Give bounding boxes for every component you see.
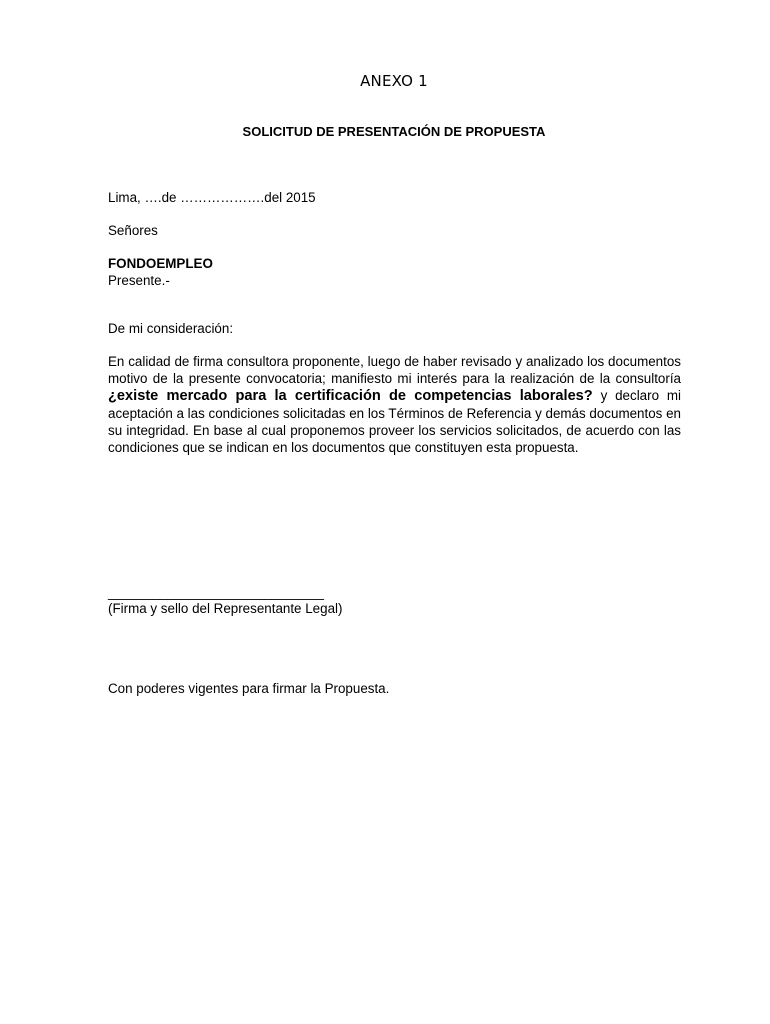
date-line: Lima, ….de ……………….del 2015 <box>108 190 316 205</box>
greeting: De mi consideración: <box>108 321 234 336</box>
presente-line: Presente.- <box>108 273 170 288</box>
recipient-name: FONDOEMPLEO <box>108 256 213 271</box>
signature-line: _____________________________ <box>108 585 324 600</box>
body-text-part2: y declaro mi aceptación a las condiciones solicitadas en los Términos de Referencia y demás documentos en su integridad. En base al cual proponemos proveer los servicios solicitados, de acuerdo con las condiciones que se indican en los documentos que constituyen esta propuesta. <box>108 388 681 455</box>
closing-note: Con poderes vigentes para firmar la Propuesta. <box>108 681 390 696</box>
salutation: Señores <box>108 223 158 238</box>
signature-caption: (Firma y sello del Representante Legal) <box>108 601 343 616</box>
body-text-part1: En calidad de firma consultora proponente, luego de haber revisado y analizado los documentos motivo de la presente convocatoria; manifiesto mi interés para la realización de la consultoría <box>108 354 681 386</box>
annex-title: ANEXO 1 <box>360 72 428 90</box>
document-title: SOLICITUD DE PRESENTACIÓN DE PROPUESTA <box>242 124 546 139</box>
consultancy-title: ¿existe mercado para la certificación de competencias laborales? <box>108 388 593 404</box>
body-paragraph <box>108 353 681 456</box>
